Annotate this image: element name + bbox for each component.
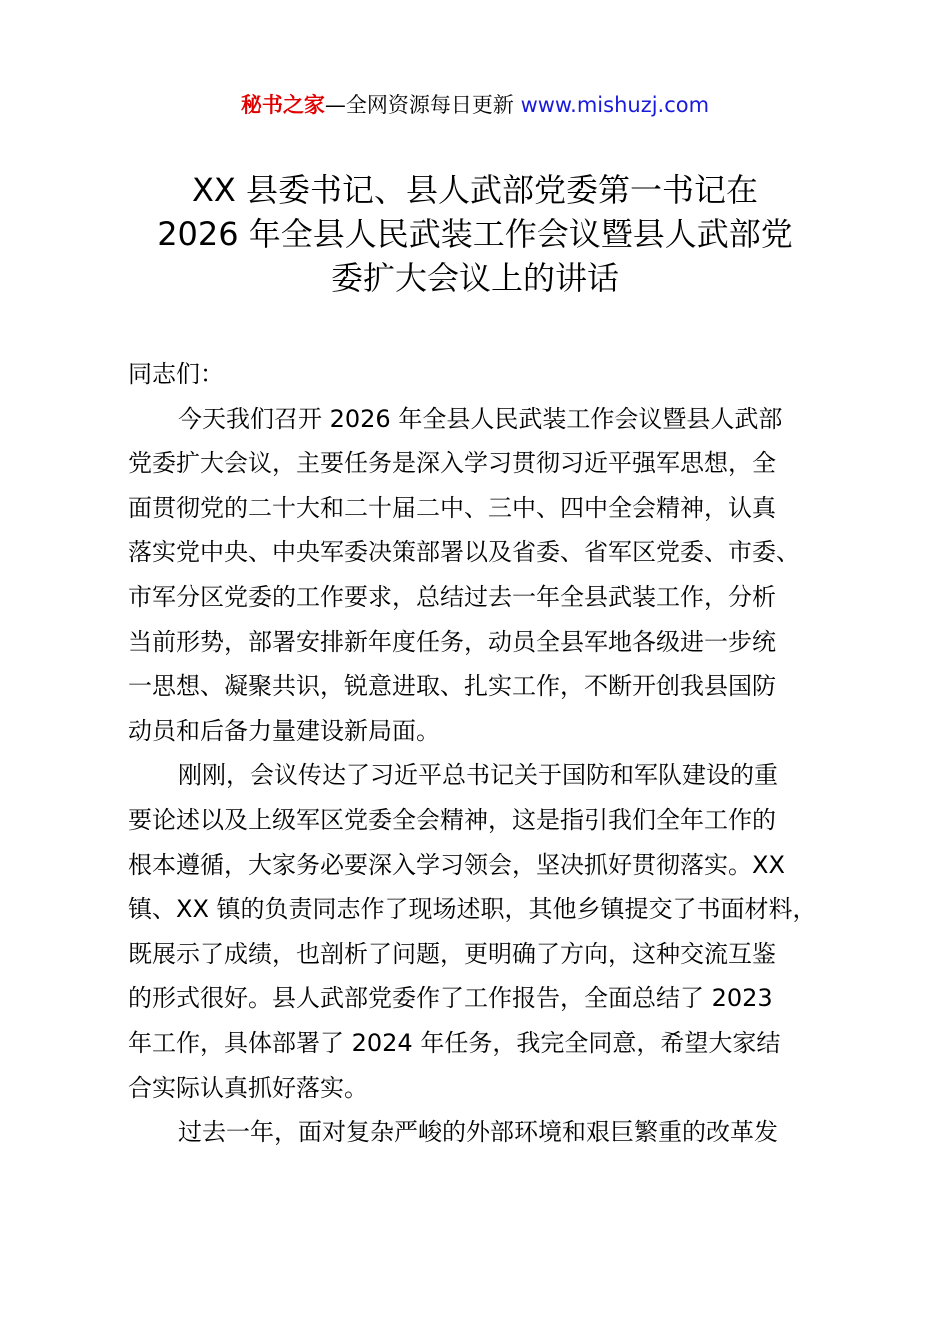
paragraph-line: 既展示了成绩，也剖析了问题，更明确了方向，这种交流互鉴 [128,939,776,968]
paragraph-line: 动员和后备力量建设新局面。 [128,716,440,745]
paragraph-line: 今天我们召开 2026 年全县人民武装工作会议暨县人武部 [178,404,783,433]
paragraph-line: 落实党中央、中央军委决策部署以及省委、省军区党委、市委、 [128,538,800,567]
site-brand: 秘书之家 [240,93,325,117]
paragraph-line: 过去一年，面对复杂严峻的外部环境和艰巨繁重的改革发 [178,1118,778,1147]
paragraph-line: 要论述以及上级军区党委全会精神，这是指引我们全年工作的 [128,805,776,834]
paragraph-line: 合实际认真抓好落实。 [128,1073,368,1102]
site-header [0,88,950,122]
paragraph-line: 年工作，具体部署了 2024 年任务，我完全同意，希望大家结 [128,1028,781,1057]
paragraph-line: 当前形势，部署安排新年度任务，动员全县军地各级进一步统 [128,627,776,656]
paragraph-2 [128,753,840,1110]
title-line: 委扩大会议上的讲话 [330,259,619,297]
site-tagline: —全网资源每日更新 [324,93,521,117]
paragraph-3 [128,1110,840,1155]
paragraph-line: 的形式很好。县人武部党委作了工作报告，全面总结了 2023 [128,984,773,1013]
document-body [128,352,840,1155]
title-line: XX 县委书记、县人武部党委第一书记在 [191,171,759,209]
paragraph-1 [128,397,840,754]
paragraph-line: 市军分区党委的工作要求，总结过去一年全县武装工作，分析 [128,582,776,611]
site-url[interactable]: www.mishuzj.com [520,93,710,117]
salutation: 同志们： [128,360,224,388]
paragraph-line: 根本遵循，大家务必要深入学习领会，坚决抓好贯彻落实。XX [128,850,785,879]
paragraph-line: 党委扩大会议，主要任务是深入学习贯彻习近平强军思想，全 [128,449,776,478]
paragraph-line: 一思想、凝聚共识，锐意进取、扎实工作，不断开创我县国防 [128,672,776,701]
paragraph-line: 面贯彻党的二十大和二十届二中、三中、四中全会精神，认真 [128,493,776,522]
paragraph-line: 刚刚，会议传达了习近平总书记关于国防和军队建设的重 [178,761,778,790]
paragraph-line: 镇、XX 镇的负责同志作了现场述职，其他乡镇提交了书面材料， [128,895,817,924]
document-title [80,168,870,300]
title-line: 2026 年全县人民武装工作会议暨县人武部党 [157,215,793,253]
